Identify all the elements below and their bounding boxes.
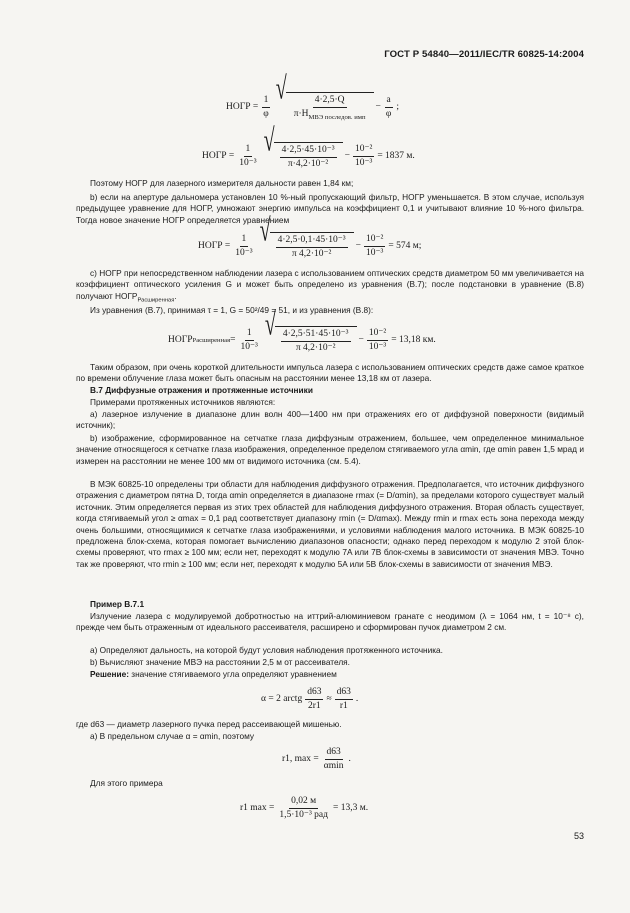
eq1-frac1: $\frac{1}{\varphi}$ xyxy=(263,94,269,120)
equation-1: НОГР = $\frac{1}{\varphi}$ √ $\frac{4\cdot 2,5\cdot Q}{\pi\cdot H_{МВЭ последов. имп}}$ − $\frac{a}{\varphi}$ ; xyxy=(226,92,399,124)
paragraph: Из уравнения (B.7), принимая τ = 1, G = 50²/49 = 51, и из уравнения (B.8): xyxy=(90,305,374,315)
page-header: ГОСТ Р 54840—2011/IEC/TR 60825-14:2004 xyxy=(384,49,584,60)
paragraph: В МЭК 60825-10 определены три области для наблюдения диффузного отражения. Предполагается, что источник диффузного отражения с диаметром пятна D, тогда αmin определяется в диапазоне rmax (= D/αmin), за пределами которого существует малый источник. Этим определяется первая из этих трех областей для наблюдения диффузного отражения. Вторая область существует, когда стягиваемый угол ≥ αmax = 0,1 рад соответствует диапазону rmin (= D/αmax). Между rmin и rmax есть зона перехода между очень большими, относящимися к сетчатке глаза изображениями, и условиями наблюдения малого источника. В МЭК 60825-10 предложена блок-схема, которая помогает вычислению диапазонов опасности; однако перед переходом к модулю 2 этой блок-схемы проверяют, что rmax ≥ 100 мм; если нет, переходят к модулю 7A или 7B блок-схемы в зависимости от значения МВЭ. Точно так же проверяют, что rmin ≥ 100 мм; если нет, переходят к модулю 5A или 5B блок-схемы в зависимости от значения МВЭ. xyxy=(76,479,584,569)
equation-5: α = 2 arctg $\frac{d63}{2r1}$ ≈ $\frac{d63}{r1}$ . xyxy=(261,687,359,712)
page-number: 53 xyxy=(573,831,584,841)
paragraph: b) изображение, сформированное на сетчатке глаза диффузным отражением, большее, чем определенное минимальное значение относящегося к сетчатке глаза изображения, определенное пределом стягиваемого угла αmin, где αmin равен 1,5 мрад и измерен на расстоянии не менее 100 мм от видимого источника (см. 5.4). xyxy=(76,433,584,466)
paragraph: Для этого примера xyxy=(90,778,163,788)
example-heading: Пример B.7.1 xyxy=(90,599,145,609)
section-heading: B.7 Диффузные отражения и протяженные источники xyxy=(90,385,313,395)
eq1-frac2: $\frac{a}{\varphi}$ xyxy=(385,94,392,120)
equation-3: НОГР = $\frac{1}{\text{10⁻³}}$ √ $\frac{\text{4·2,5·0,1·45·10⁻³}}{\text{π 4,2·10⁻²}}$ − $\frac{\text{10⁻²}}{\text{10⁻³}}$ = 574 м; xyxy=(198,213,422,260)
equation-4: НОГР Расширенная = $\frac{1}{\text{10⁻³}}$ √ $\frac{\text{4·2,5·51·45·10⁻³}}{\text{π 4,2·10⁻²}}$ − $\frac{\text{10⁻²}}{\text{10⁻³}}$ = 13,18 км. xyxy=(168,307,436,354)
equation-7: r1 max = $\frac{0,02 м}{\text{1,5·10⁻³ рад}}$ = 13,3 м. xyxy=(240,796,369,821)
paragraph: Поэтому НОГР для лазерного измерителя дальности равен 1,84 км; xyxy=(90,178,354,188)
paragraph: Таким образом, при очень короткой длительности импульса лазера с использованием оптических средств даже самое краткое по времени облучение глаза может быть опасным на расстоянии менее 13,18 км от лазера. xyxy=(76,362,584,384)
eq1-lhs: НОГР = xyxy=(226,102,259,113)
equation-2: НОГР = $\frac{1}{\text{10⁻³}}$ √ $\frac{\text{4·2,5·45·10⁻³}}{\text{π·4,2·10⁻²}}$ − $\frac{\text{10⁻²}}{\text{10⁻³}}$ = 1837 м. xyxy=(202,123,415,170)
paragraph: a) лазерное излучение в диапазоне длин волн 400—1400 нм при отражениях его от диффузной поверхности (видимый источник); xyxy=(76,409,584,431)
paragraph: b) Вычисляют значение МВЭ на расстоянии 2,5 м от рассеивателя. xyxy=(90,657,350,667)
paragraph: c) НОГР при непосредственном наблюдении лазера с использованием оптических средств диаметром 50 мм увеличивается на коэффициент оптического усиления G и может быть определено из уравнения (B.7); после подстановки в уравнение (B.8) получают $НОГР_{Расширенная}$. xyxy=(76,268,584,304)
eq1-sqrt: √ $\frac{4\cdot 2,5\cdot Q}{\pi\cdot H_{МВЭ последов. имп}}$ xyxy=(276,92,374,124)
paragraph: где d63 — диаметр лазерного пучка перед рассеивающей мишенью. xyxy=(76,719,342,729)
paragraph: Излучение лазера с модулируемой добротностью на иттрий-алюминиевом гранате с неодимом (λ = 1064 нм, t = 10⁻⁸ с), прежде чем быть отраженным от идеального рассеивателя, расширено и сформирован пучок диаметром 2 см. xyxy=(76,611,584,633)
paragraph: a) Определяют дальность, на которой будут условия наблюдения протяженного источника. xyxy=(90,645,443,655)
paragraph: Примерами протяженных источников являются: xyxy=(90,397,276,407)
paragraph: a) В предельном случае α = αmin, поэтому xyxy=(90,731,255,741)
paragraph: b) если на апертуре дальномера установлен 10 %-ный пропускающий фильтр, НОГР уменьшается. В этом случае, используя предыдущее уравнение для НОГР, умножают энергию импульса на коэффициент 0,1 и учитывают влияние 10 %-ного фильтра. Тогда новое значение НОГР определяется уравнением xyxy=(76,192,584,225)
paragraph: Решение: значение стягиваемого угла определяют уравнением xyxy=(90,669,337,679)
equation-6: r1, max = $\frac{d63}{\alpha\min}$ . xyxy=(282,747,351,772)
